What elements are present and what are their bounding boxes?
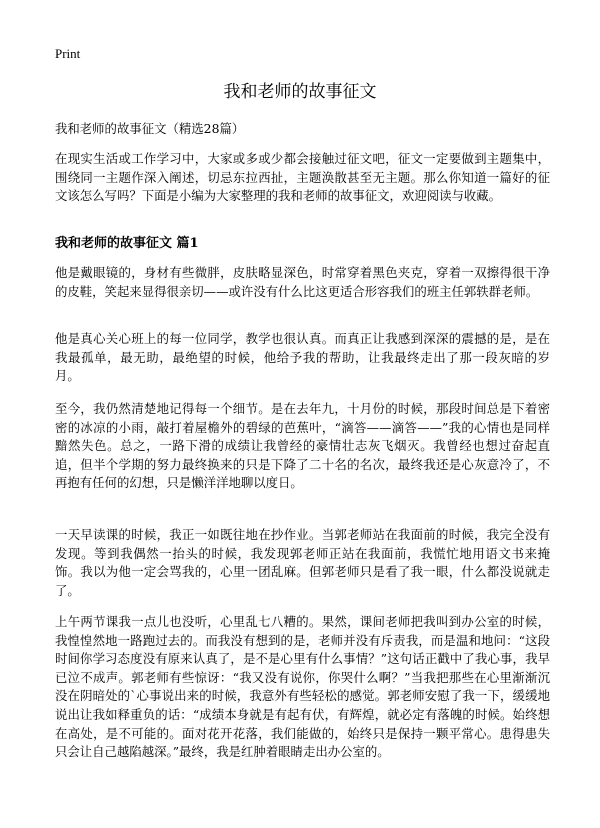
document-subtitle: 我和老师的故事征文（精选28篇） [55,121,245,136]
document-title: 我和老师的故事征文 [223,82,377,102]
print-label: Print [55,46,81,61]
body-paragraph-5: 上午两节课我一点儿也没听，心里乱七八糟的。果然，课间老师把我叫到办公室的时候，我惶惶然地一路跑过去的。而我没有想到的是，老师并没有斥责我，而是温和地问：“这段时间你学习态度没有原来认真了，是不是心里有什么事情？”这句话正戳中了我心事，我早已泣不成声。郭老师有些惊讶：“我又没有说你，你哭什么啊？”当我把那些在心里渐渐沉没在阴暗处的`心事说出来的时候，我意外有些轻松的感觉。郭老师安慰了我一下，缓缓地说出让我如释重负的话：“成绩本身就是有起有伏，有辉煌，就必定有落魄的时候。始终想在高处，是不可能的。面对花开花落，我们能做的，始终只是保持一颗平常心。患得患失只会让自己越陷越深。”最终，我是红肿着眼睛走出办公室的。 [55,614,550,760]
body-paragraph-3: 至今，我仍然清楚地记得每一个细节。是在去年九，十月份的时候，那段时间总是下着密密的冰凉的小雨，敲打着屋檐外的碧绿的芭蕉叶，“滴答——滴答——”我的心情也是同样黯然失色。总之，一路下滑的成绩让我曾经的豪情壮志灰飞烟灭。我曾经也想过奋起直追，但半个学期的努力最终换来的只是下降了二十名的名次，最终我还是心灰意冷了，不再抱有任何的幻想，只是懒洋洋地聊以度日。 [55,401,550,491]
intro-paragraph: 在现实生活或工作学习中，大家或多或少都会接触过征文吧，征文一定要做到主题集中，围绕同一主题作深入阐述，切忌东拉西扯，主题涣散甚至无主题。那么你知道一篇好的征文该怎么写吗？下面是小编为大家整理的我和老师的故事征文，欢迎阅读与收藏。 [55,151,550,204]
body-paragraph-4: 一天早读课的时候，我正一如既往地在抄作业。当郭老师站在我面前的时候，我完全没有发现。等到我偶然一抬头的时候，我发现郭老师正站在我面前，我慌忙地用语文书来掩饰。我以为他一定会骂我的，心里一团乱麻。但郭老师只是看了我一眼，什么都没说就走了。 [55,527,550,598]
section-heading: 我和老师的故事征文 篇1 [55,236,199,251]
body-paragraph-2: 他是真心关心班上的每一位同学，教学也很认真。而真正让我感到深深的震撼的是，是在我最孤单，最无助，最绝望的时候，他给予我的帮助，让我最终走出了那一段灰暗的岁月。 [55,331,550,384]
body-paragraph-1: 他是戴眼镜的，身材有些微胖，皮肤略显深色，时常穿着黑色夹克，穿着一双擦得很干净的皮鞋，笑起来显得很亲切——或许没有什么比这更适合形容我们的班主任郭轶群老师。 [55,265,550,299]
